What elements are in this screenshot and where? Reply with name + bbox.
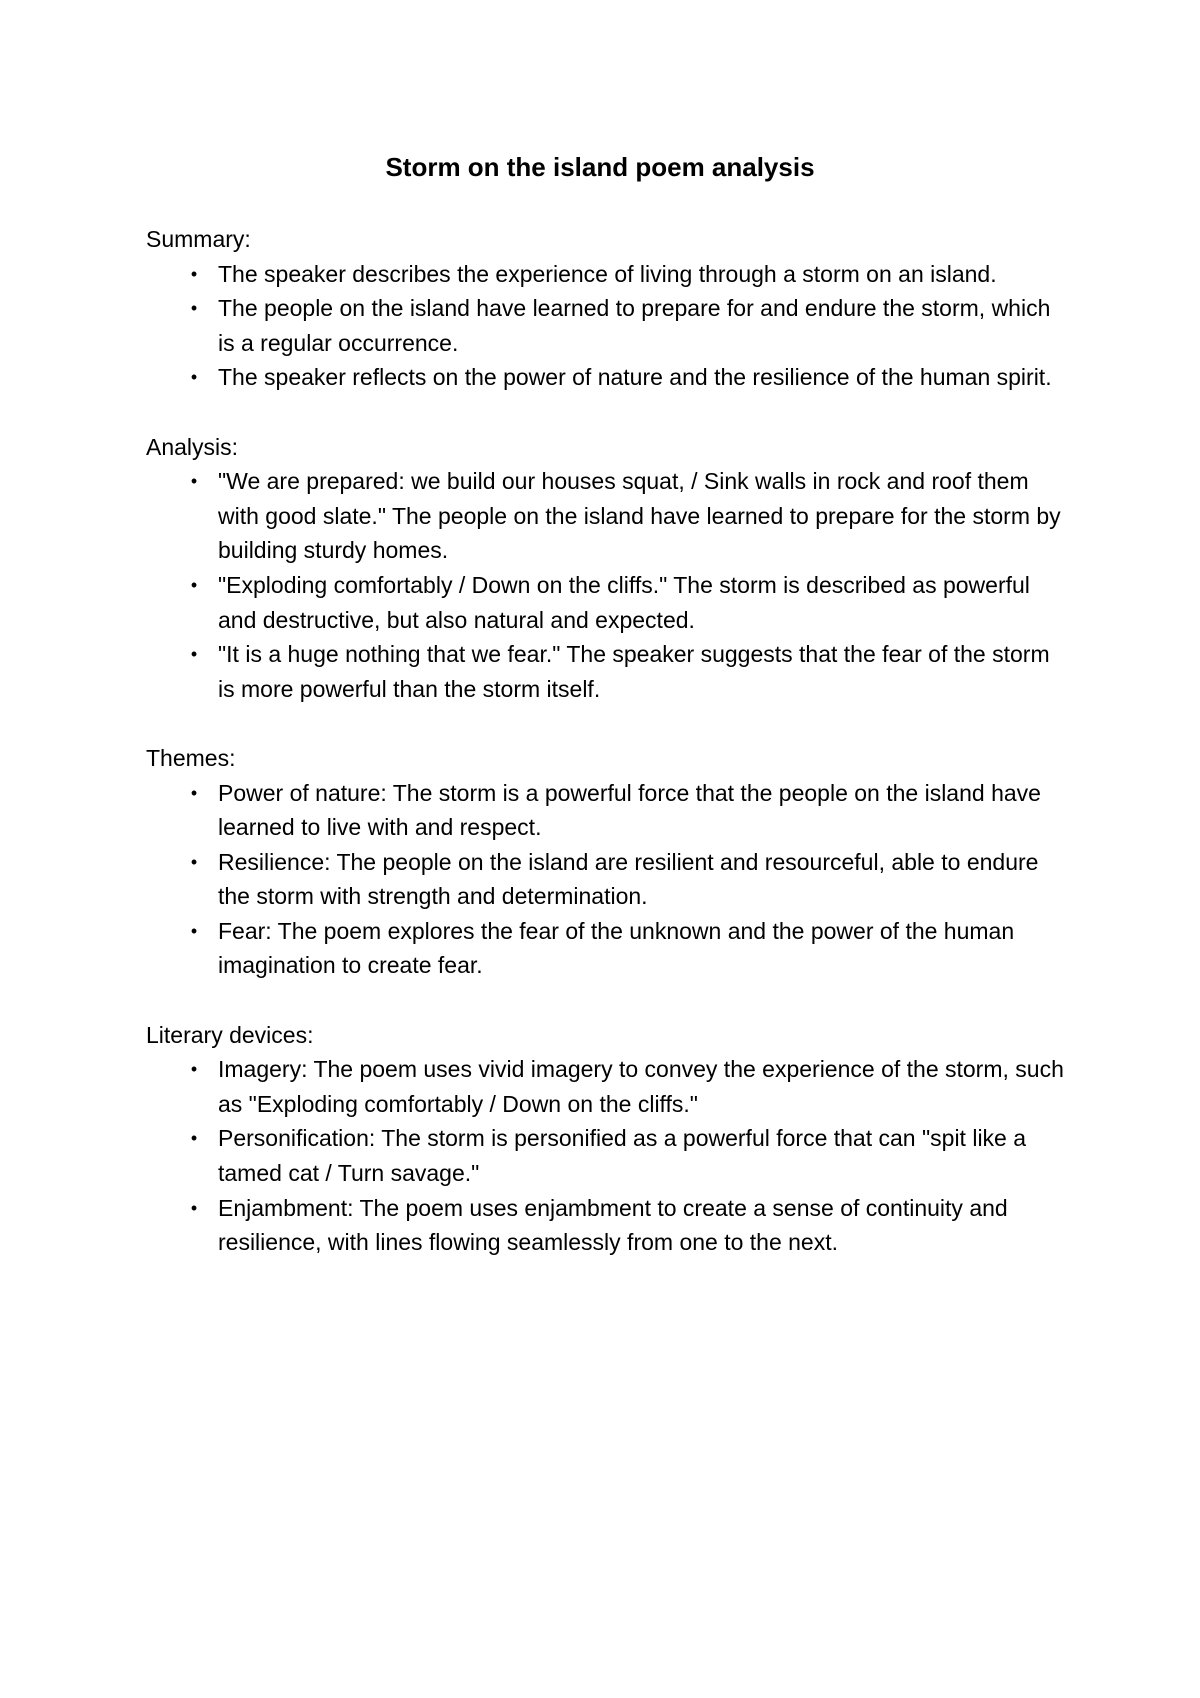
- list-item: [146, 1052, 1066, 1121]
- bullet-icon: •: [190, 298, 198, 319]
- section-heading: Literary devices:: [146, 1021, 314, 1048]
- section-heading: Summary:: [146, 226, 251, 252]
- section-heading: Themes:: [146, 744, 236, 771]
- bullet-icon: •: [190, 851, 198, 872]
- list-item: [146, 291, 1066, 360]
- document-body: [146, 222, 1066, 1294]
- bullet-icon: •: [190, 1128, 198, 1149]
- bullet-icon: •: [190, 782, 198, 803]
- section-summary: [146, 222, 1066, 395]
- list-item-text: "It is a huge nothing that we fear." The speaker suggests that the fear of the storm is more powerful than the storm itself.: [218, 641, 1050, 702]
- section-analysis: [146, 430, 1066, 707]
- list-item: [146, 568, 1066, 637]
- list-item-text: Fear: The poem explores the fear of the unknown and the power of the human imagination to create fear.: [218, 917, 1015, 979]
- list-item: [146, 1191, 1066, 1260]
- list-item-text: The speaker describes the experience of living through a storm on an island.: [218, 260, 997, 287]
- list-item: [146, 464, 1066, 568]
- page-title: Storm on the island poem analysis: [385, 152, 815, 182]
- list-item: [146, 257, 1066, 292]
- bullet-icon: •: [190, 471, 198, 492]
- bullet-list: [146, 776, 1066, 984]
- list-item: [146, 637, 1066, 706]
- list-item-text: The speaker reflects on the power of nature and the resilience of the human spirit.: [218, 364, 1052, 391]
- bullet-icon: •: [190, 1197, 198, 1218]
- list-item-text: Resilience: The people on the island are resilient and resourceful, able to endure the storm with strength and determination.: [218, 848, 1039, 910]
- section-heading: Analysis:: [146, 433, 239, 460]
- list-item-text: "We are prepared: we build our houses squat, / Sink walls in rock and roof them with good slate." The people on the island have learned to prepare for the storm by building sturdy homes.: [218, 468, 1061, 564]
- list-item-text: Power of nature: The storm is a powerful force that the people on the island have learned to live with and respect.: [218, 779, 1041, 841]
- bullet-list: [146, 464, 1066, 706]
- list-item-text: The people on the island have learned to prepare for and endure the storm, which is a regular occurrence.: [218, 295, 1051, 356]
- list-item: [146, 1121, 1066, 1190]
- list-item: [146, 776, 1066, 845]
- list-item-text: Enjambment: The poem uses enjambment to create a sense of continuity and resilience, with lines flowing seamlessly from one to the next.: [218, 1194, 1008, 1256]
- list-item-text: "Exploding comfortably / Down on the cliffs." The storm is described as powerful and destructive, but also natural and expected.: [218, 571, 1030, 633]
- list-item: [146, 360, 1066, 395]
- section-themes: [146, 741, 1066, 983]
- bullet-icon: •: [190, 1059, 198, 1080]
- bullet-icon: •: [190, 920, 198, 941]
- bullet-icon: •: [190, 367, 198, 388]
- section-literary-devices: [146, 1018, 1066, 1260]
- bullet-icon: •: [190, 263, 198, 284]
- list-item: [146, 914, 1066, 983]
- list-item-text: Imagery: The poem uses vivid imagery to convey the experience of the storm, such as "Exploding comfortably / Down on the cliffs.": [218, 1056, 1064, 1117]
- bullet-list: [146, 257, 1066, 395]
- bullet-icon: •: [190, 644, 198, 665]
- bullet-list: [146, 1052, 1066, 1260]
- list-item: [146, 845, 1066, 914]
- bullet-icon: •: [190, 574, 198, 595]
- list-item-text: Personification: The storm is personified as a powerful force that can "spit like a tamed cat / Turn savage.": [218, 1125, 1027, 1187]
